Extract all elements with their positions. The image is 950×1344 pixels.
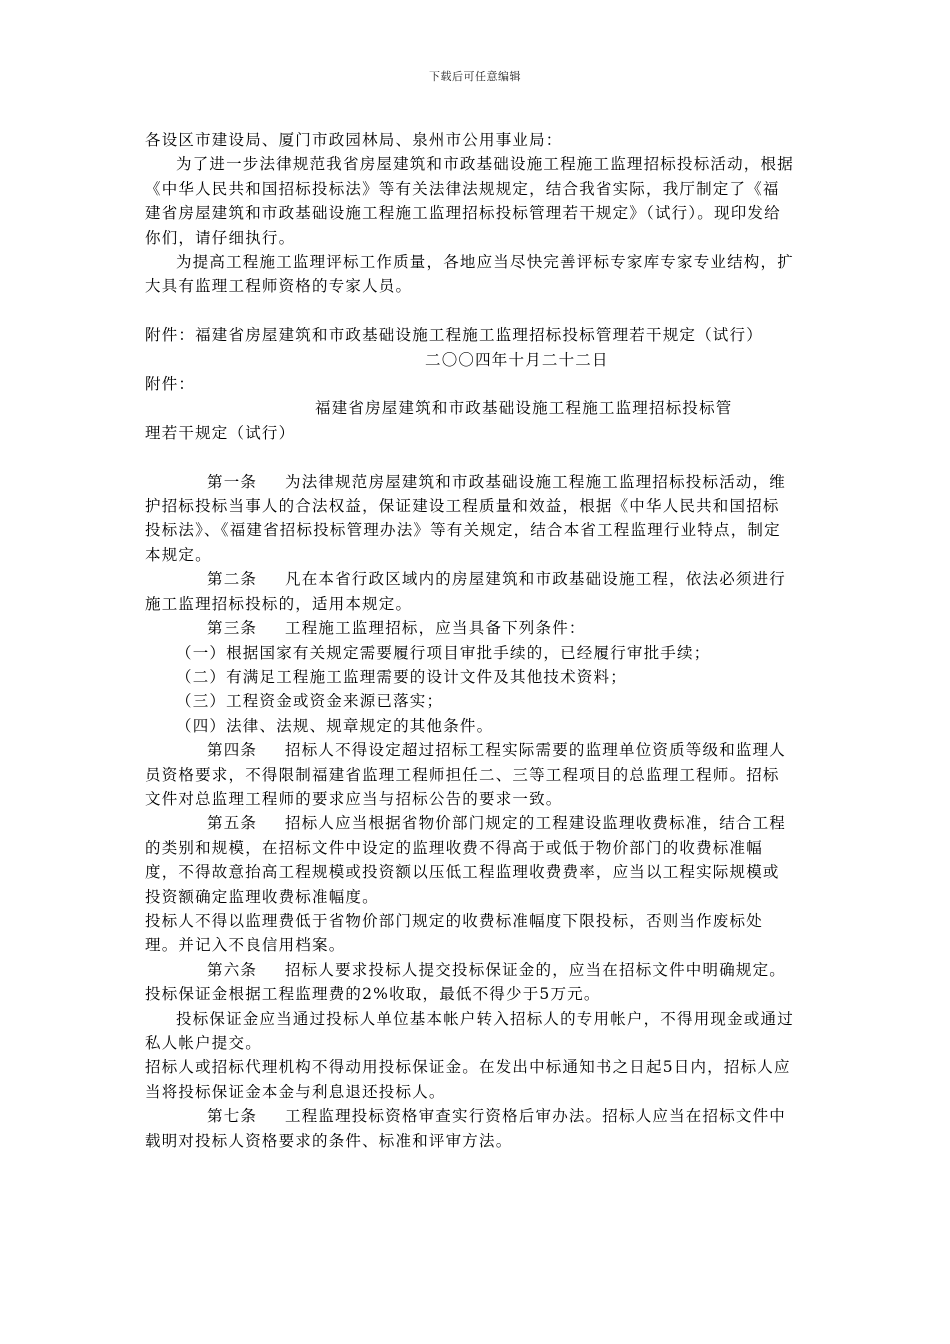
article-label: 第五条 [207, 814, 258, 833]
article-1 [145, 470, 795, 568]
article-5-extra: 投标人不得以监理费低于省物价部门规定的收费标准幅度下限投标，否则当作废标处理。并记入不良信用档案。 [145, 911, 763, 955]
article-text: 招标人不得设定超过招标工程实际需要的监理单位资质等级和监理人员资格要求，不得限制福建省监理工程师担任二、三等工程项目的总监理工程师。招标文件对总监理工程师的要求应当与招标公告的要求一致。 [145, 741, 787, 808]
article-label: 第三条 [207, 619, 258, 638]
list-item: （四）法律、法规、规章规定的其他条件。 [176, 716, 494, 735]
attachment-label: 附件： [145, 375, 196, 394]
regulation-title-part-2: 理若干规定（试行） [145, 423, 296, 442]
recipients: 各设区市建设局、厦门市政园林局、泉州市公用事业局： [145, 131, 563, 149]
article-6-paragraph-3: 招标人或招标代理机构不得动用投标保证金。在发出中标通知书之日起5日内，招标人应当将投标保证金本金与利息退还投标人。 [145, 1058, 791, 1101]
list-item: （一）根据国家有关规定需要履行项目审批手续的，已经履行审批手续； [176, 643, 711, 662]
article-text: 凡在本省行政区域内的房屋建筑和市政基础设施工程，依法必须进行施工监理招标投标的，适用本规定。 [145, 570, 787, 613]
article-text: 工程施工监理招标，应当具备下列条件： [285, 619, 586, 638]
spacer [145, 299, 795, 323]
article-6 [145, 958, 795, 1007]
spacer [145, 445, 795, 469]
notice-paragraph-1: 为了进一步法律规范我省房屋建筑和市政基础设施工程施工监理招标投标活动，根据《中华人民共和国招标投标法》等有关法律法规规定，结合我省实际，我厅制定了《福建省房屋建筑和市政基础设施工程施工监理招标投标管理若干规定》（试行）。现印发给你们，请仔细执行。 [145, 155, 794, 247]
article-2 [145, 567, 795, 616]
list-item: （二）有满足工程施工监理需要的设计文件及其他技术资料； [176, 667, 627, 686]
regulation-title-part-1: 福建省房屋建筑和市政基础设施工程施工监理招标投标管 [315, 399, 733, 418]
article-4 [145, 738, 795, 811]
article-5 [145, 811, 795, 909]
document-body [145, 128, 795, 1153]
attachment-line: 附件：福建省房屋建筑和市政基础设施工程施工监理招标投标管理若干规定（试行） [145, 326, 763, 345]
article-7 [145, 1104, 795, 1153]
article-text: 工程监理投标资格审查实行资格后审办法。招标人应当在招标文件中载明对投标人资格要求的条件、标准和评审方法。 [145, 1107, 787, 1150]
article-3 [145, 616, 795, 640]
page-header: 下载后可任意编辑 [429, 70, 521, 83]
list-item: （三）工程资金或资金来源已落实； [176, 692, 444, 711]
article-label: 第一条 [207, 472, 258, 491]
article-label: 第四条 [207, 741, 258, 760]
article-label: 第二条 [207, 570, 258, 589]
article-text: 招标人应当根据省物价部门规定的工程建设监理收费标准，结合工程的类别和规模，在招标文件中设定的监理收费不得高于或低于物价部门的收费标准幅度，不得故意抬高工程规模或投资额以压低工程监理收费费率，应当以工程实际规模或投资额确定监理收费标准幅度。 [145, 814, 787, 906]
article-text: 招标人要求投标人提交投标保证金的，应当在招标文件中明确规定。投标保证金根据工程监理费的2%收取，最低不得少于5万元。 [145, 960, 787, 1004]
notice-paragraph-2: 为提高工程施工监理评标工作质量，各地应当尽快完善评标专家库专家专业结构，扩大具有监理工程师资格的专家人员。 [145, 253, 794, 296]
article-6-paragraph-2: 投标保证金应当通过投标人单位基本帐户转入招标人的专用帐户，不得用现金或通过私人帐户提交。 [145, 1009, 794, 1052]
article-label: 第六条 [207, 960, 258, 979]
issue-date: 二〇〇四年十月二十二日 [425, 350, 609, 369]
article-text: 为法律规范房屋建筑和市政基础设施工程施工监理招标投标活动，维护招标投标当事人的合法权益，保证建设工程质量和效益，根据《中华人民共和国招标投标法》、《福建省招标投标管理办法》等有关规定，结合本省工程监理行业特点，制定本规定。 [145, 472, 787, 564]
article-label: 第七条 [207, 1107, 258, 1126]
